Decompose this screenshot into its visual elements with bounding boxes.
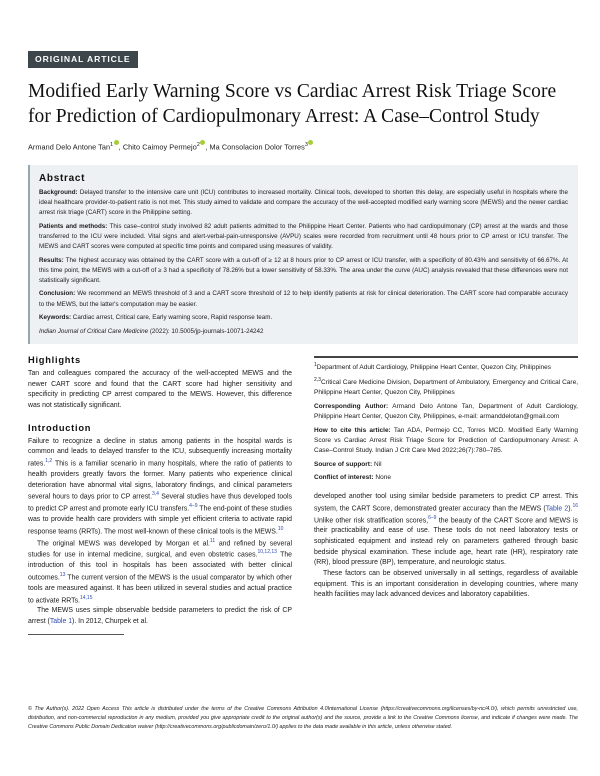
source-of-support-value: Nil — [373, 460, 382, 468]
abstract-background-text: Delayed transfer to the intensive care unit (ICU) contributes to increased mortality. Clinical tools, developed to shorten this delay, are especially useful in hospitals where the ideal healthcare provider-to-patient ratio is not met. This study aimed to validate and compare the accuracy of the well-accepted modified early warning score (MEWS) and the newer cardiac arrest risk triage (CART) score in the Philippine setting. — [39, 188, 568, 217]
abstract-section — [28, 165, 578, 344]
affiliation-2: $^{2,3}$Critical Care Medicine Division, Department of Ambulatory, Emergency and Critical Care, Philippine Heart Center, Quezon City, Philippines — [314, 377, 578, 397]
article-type-banner: ORIGINAL ARTICLE — [28, 51, 138, 68]
right-column — [314, 355, 578, 635]
abstract-citation — [39, 327, 568, 336]
conflict-of-interest — [314, 473, 578, 483]
introduction-paragraph-2: The original MEWS was developed by Morgan et al.$^{11}$ and refined by several studies for use in internal medicine, surgical, and even obstetric cases.$^{10,12,13}$ The introduction of this tool in hospitals has been associated with better clinical outcomes.$^{13}$ The current version of the MEWS is the usual comparator by which other tools are measured against. It has been utilized in several studies and actual practice to activate RRTs.$^{14,15}$ — [28, 537, 293, 604]
abstract-heading — [39, 173, 568, 184]
abstract-methods-text: This case–control study involved 82 adult patients admitted to the Philippine Heart Center. Patients who had cardiopulmonary (CP) arrest at the wards and those transferred to the ICU were included. Vital signs and alert-verbal-pain-unresponsive (AVPU) scales were recorded from recruitment until 48 hours prior to CP arrest or ICU transfer. The MEWS and CART scores were computed at specific time points and compared using measures of validity. — [39, 222, 569, 250]
how-to-cite — [314, 426, 578, 456]
abstract-conclusion-label: Conclusion: — [39, 290, 76, 298]
footnote-separator — [28, 634, 124, 635]
introduction-paragraph-4: developed another tool using similar bedside parameters to predict CP arrest. This system, the CART Score, demonstrated greater accuracy than the MEWS (Table 2).$^{16}$ Unlike other risk stratification scores,$^{6-9}$ the beauty of the CART Score and MEWS is their practicability and ease of use. These tools do not need laboratory tests or sophisticated equipment and instead rely on parameters gathered through basic bedside physical examination. These include age, heart rate (HR), respiratory rate (RR), blood pressure (BP), temperature, and neurologic status. — [314, 493, 579, 567]
abstract-keywords — [39, 313, 568, 323]
left-column — [28, 355, 292, 635]
how-to-cite-label: How to cite this article: — [314, 426, 391, 434]
affiliation-separator — [314, 356, 578, 358]
abstract-results-label: Results: — [39, 256, 64, 264]
corresponding-author-text: Armand Delo Antone Tan, Department of Adult Cardiology, Philippine Heart Center, Quezon City, Philippines, e-mail: armanddelotan@gmail.com — [314, 403, 578, 421]
highlights-text: Tan and colleagues compared the accuracy of the well-accepted MEWS and the newer CART score and found that the CART score had higher sensitivity and specificity in predicting CP arrest compared to the MEWS. However, this difference was not statistically significant. — [28, 370, 292, 410]
affiliation-1: $^1$Department of Adult Cardiology, Philippine Heart Center, Quezon City, Philippines — [314, 362, 552, 372]
abstract-keywords-label: Keywords: — [39, 314, 72, 322]
source-of-support — [314, 460, 578, 470]
introduction-paragraph-1: Failure to recognize a decline in status among patients in the hospital wards is common and leads to delayed transfer to the ICU, subsequently increasing mortality rates.$^{1,2}$ This is a familiar scenario in many hospitals, where the ratio of patients to health providers greatly favors the former. Many patients who experience clinical deterioration have abnormal vital signs, laboratory findings, and clinical parameters several hours to days prior to CP arrest.$^{3,4}$ Several studies have thus developed tools to predict CP arrest and promote early ICU transfers.$^{4-9}$ The end-point of these studies was to provide health care providers with simple yet efficient criteria to activate rapid response teams (RRTs). The most well-known of these clinical tools is the MEWS.$^{10}$ — [28, 437, 292, 535]
abstract-results — [39, 256, 568, 286]
abstract-conclusion — [39, 289, 568, 309]
citation-doi: (2022): 10.5005/jp-journals-10071-24242 — [149, 327, 264, 335]
abstract-conclusion-text: We recommend an MEWS threshold of 3 and a CART score threshold of 12 to help identify patients at risk for clinical deterioration. The CART score had comparable accuracy to the MEWS, but the latter's computation may be easier. — [39, 290, 568, 308]
abstract-heading-text: Abstract — [39, 172, 86, 184]
abstract-results-text: The highest accuracy was obtained by the CART score with a cut-off of ≥ 12 at 8 hours prior to CP arrest or ICU transfer, with a specificity of 80.43% and sensitivity of 66.67%. At this time point, the MEWS with a cut-off of ≥ 3 had a specificity of 78.26% but a lower sensitivity of 58.33%. The area under the curve (AUC) analysis revealed that these differences were not statistically significant. — [39, 256, 568, 284]
highlights-heading: Highlights — [28, 355, 81, 366]
abstract-background — [39, 188, 568, 218]
abstract-methods-label: Patients and methods: — [39, 222, 108, 230]
abstract-keywords-text: Cardiac arrest, Critical care, Early warning score, Rapid response team. — [72, 314, 273, 322]
introduction-paragraph-5: These factors can be observed universally in all settings, regardless of available equipment. This is an important consideration in developing countries, where many health facilities may lack advanced devices and laboratory capabilities. — [314, 569, 578, 599]
author-list: Armand Delo Antone Tan$^1$ , Chito Caimoy Permejo$^2$ , Ma Consolacion Dolor Torres$^3$ — [28, 141, 578, 152]
introduction-paragraph-3: The MEWS uses simple observable bedside parameters to predict the risk of CP arrest (Table 1). In 2012, Churpek et al. — [28, 607, 292, 626]
conflict-of-interest-label: Conflict of interest: — [314, 474, 374, 482]
citation-journal: Indian Journal of Critical Care Medicine — [39, 327, 149, 335]
how-to-cite-text: Tan ADA, Permejo CC, Torres MCD. Modified Early Warning Score vs Cardiac Arrest Risk Triage Score for Prediction of Cardiopulmonary Arrest: A Case–Control Study. Indian J Crit Care Med 2022;26(7):780–785. — [314, 426, 578, 454]
two-column-body — [28, 355, 578, 635]
corresponding-author — [314, 402, 578, 422]
abstract-methods — [39, 222, 568, 252]
page-title: Modified Early Warning Score vs Cardiac Arrest Risk Triage Score for Prediction of Cardiopulmonary Arrest: A Case–Control Study — [28, 81, 557, 127]
abstract-background-label: Background: — [39, 188, 78, 196]
license-footer: © The Author(s). 2022 Open Access This article is distributed under the terms of the Creative Commons Attribution 4.0International License (https://creativecommons.org/licenses/by-nc/4.0/), which permits unrestricted use, distribution, and non-commercial reproduction in any medium, provided you give appropriate credit to the original author(s) and the source, provide a link to the Creative Commons license, and indicate if changes were made. The Creative Commons Public Domain Dedication waiver (http://creativecommons.org/publicdomain/zero/1.0/) applies to the data made available in this article, unless otherwise stated. — [28, 706, 578, 731]
corresponding-author-label: Corresponding Author: — [314, 403, 389, 411]
page-content — [28, 0, 578, 635]
source-of-support-label: Source of support: — [314, 460, 373, 468]
introduction-heading: Introduction — [28, 422, 92, 433]
conflict-of-interest-value: None — [375, 474, 391, 482]
